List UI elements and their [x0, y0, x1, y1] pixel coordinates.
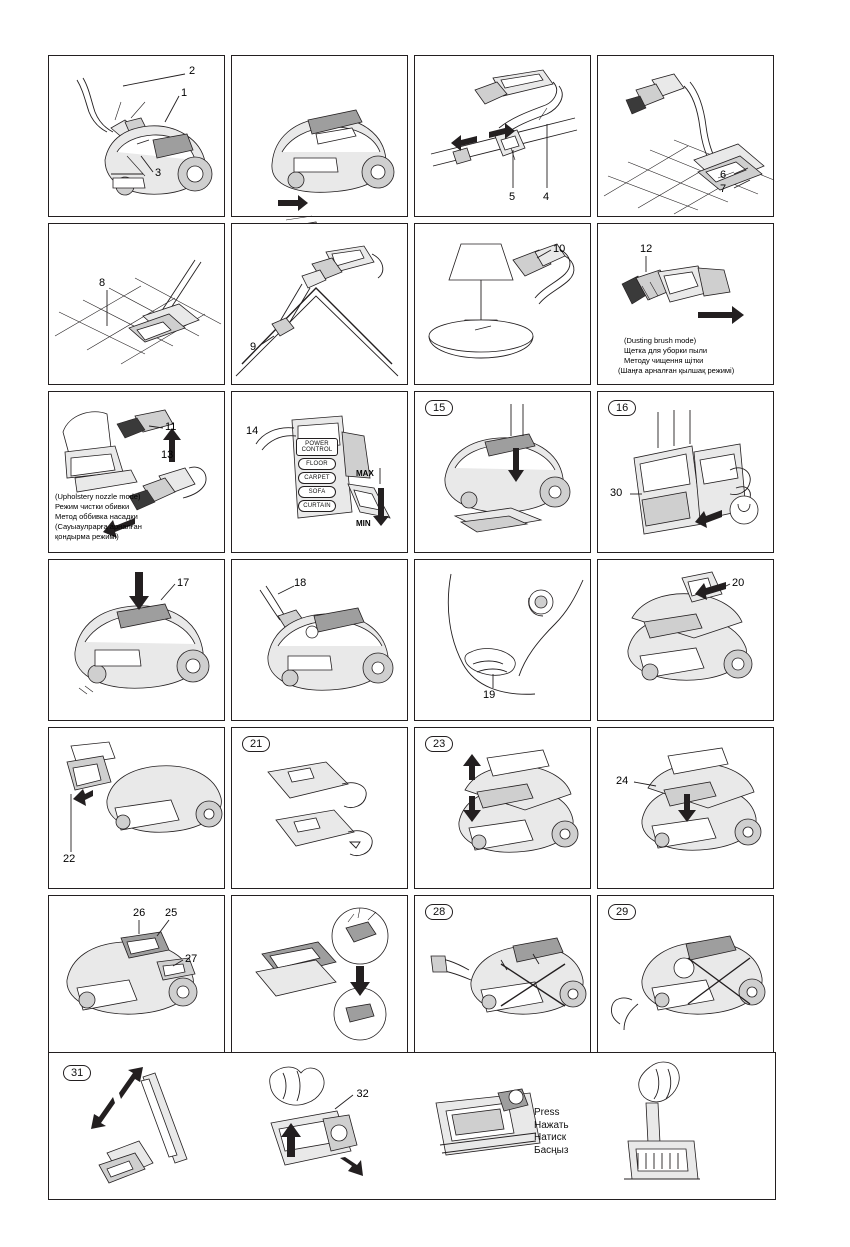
panel-20-callout-24: 24: [616, 775, 629, 787]
panel-1: [48, 55, 225, 217]
panel-1-callout-1: 1: [181, 87, 188, 99]
panel-3: [414, 55, 591, 217]
panel-4-callout-7: 7: [720, 183, 727, 195]
panel-18: [231, 727, 408, 889]
panel-12-step-badge: 16: [608, 400, 636, 416]
panel-17-leaders: [49, 728, 226, 888]
panel-8-callout-12: 12: [640, 243, 653, 255]
panel-9-caption-line-2: Режим чистки обивки: [55, 502, 130, 511]
panel-9-caption-line-1: (Upholstery nozzle mode): [55, 492, 141, 501]
panel-25-sub-2: [231, 1053, 413, 1199]
panel-25-sub-4: [594, 1053, 776, 1199]
panel-row-2: [48, 223, 774, 385]
panel-8-caption-line-3: Методу чищення щітки: [624, 356, 704, 365]
panel-18-step-badge: 21: [242, 736, 270, 752]
panel-17-callout-22: 22: [63, 853, 76, 865]
panel-23-step-badge: 28: [425, 904, 453, 920]
panel-13: [48, 559, 225, 721]
panel-9-caption-line-3: Метод оббивка насадки: [55, 512, 138, 521]
panel-8-caption-line-1: (Dusting brush mode): [624, 336, 697, 345]
panel-24-step-badge: 29: [608, 904, 636, 920]
panel-13-leaders: [49, 560, 226, 720]
panel-25: [48, 1052, 776, 1200]
panel-6: [231, 223, 408, 385]
panel-8-caption-line-4: (Шаңға арналған қылшақ режимі): [618, 366, 735, 375]
panel-16-callout-20: 20: [732, 577, 745, 589]
panel-5-leaders: [49, 224, 226, 384]
panel-4: [597, 55, 774, 217]
panel-10: [231, 391, 408, 553]
press-label-group: [534, 1107, 569, 1157]
panel-6-leaders: [232, 224, 409, 384]
panel-23-art: [415, 896, 592, 1056]
press-label-kk: Басңыз: [534, 1144, 569, 1156]
panel-6-callout-9: 9: [250, 341, 257, 353]
panel-row-4: [48, 559, 774, 721]
panel-11: [414, 391, 591, 553]
panel-12: [597, 391, 774, 553]
power-control-title: [296, 438, 338, 456]
power-control-title-line1: POWER: [305, 441, 329, 447]
panel-24: [597, 895, 774, 1057]
panel-1-callout-3: 3: [155, 167, 162, 179]
panel-20: [597, 727, 774, 889]
panel-1-callout-2: 2: [189, 65, 196, 77]
panel-15-callout-19: 19: [483, 689, 496, 701]
panel-11-art: [415, 392, 592, 552]
panel-grid: [48, 55, 774, 1045]
panel-3-leaders: [415, 56, 592, 216]
panel-9: [48, 391, 225, 553]
panel-25-sub4-art: [594, 1053, 776, 1199]
panel-25-step-badge: 31: [63, 1065, 91, 1081]
panel-25-sub-3: [412, 1053, 594, 1199]
panel-4-leaders: [598, 56, 775, 216]
panel-3-callout-5: 5: [509, 191, 516, 203]
panel-7-leaders: [415, 224, 592, 384]
panel-18-art: [232, 728, 409, 888]
panel-21-leaders: [49, 896, 226, 1056]
panel-3-callout-4: 4: [543, 191, 550, 203]
press-label-uk: Натиск: [534, 1132, 567, 1143]
panel-14-callout-18: 18: [294, 577, 307, 589]
panel-14: [231, 559, 408, 721]
panel-row-7: [48, 1052, 774, 1198]
scale-label-min: MIN: [356, 519, 371, 528]
panel-row-5: [48, 727, 774, 889]
panel-9-caption-line-5: қондырма режимі): [55, 532, 119, 541]
panel-21-callout-27: 27: [185, 953, 198, 965]
panel-row-3: [48, 391, 774, 553]
press-label-en: Press: [534, 1107, 560, 1118]
panel-12-leaders: [598, 392, 775, 552]
panel-19-step-badge: 23: [425, 736, 453, 752]
panel-16-leaders: [598, 560, 775, 720]
scale-label-max: MAX: [356, 469, 374, 478]
panel-15-leaders: [415, 560, 592, 720]
panel-4-callout-6: 6: [720, 169, 727, 181]
panel-21-callout-25: 25: [165, 907, 178, 919]
panel-16: [597, 559, 774, 721]
panel-23: [414, 895, 591, 1057]
panel-10-callout-14: 14: [246, 425, 259, 437]
panel-11-step-badge: 15: [425, 400, 453, 416]
panel-19: [414, 727, 591, 889]
panel-22-art: [232, 896, 409, 1056]
panel-7-callout-10: 10: [553, 243, 566, 255]
panel-5: [48, 223, 225, 385]
panel-25-sub-1: [49, 1053, 231, 1199]
panel-row-1: [48, 55, 774, 217]
panel-14-leaders: [232, 560, 409, 720]
panel-25-sub2-leaders: [231, 1053, 413, 1199]
mode-button-carpet[interactable]: CARPET: [298, 472, 336, 484]
panel-1-leaders: [49, 56, 226, 216]
mode-button-floor[interactable]: FLOOR: [298, 458, 336, 470]
mode-button-sofa[interactable]: SOFA: [298, 486, 336, 498]
panel-9-callout-11: 11: [165, 421, 177, 433]
panel-25-callout-32: 32: [356, 1088, 369, 1100]
panel-12-callout-30: 30: [610, 487, 623, 499]
panel-row-6: [48, 895, 774, 1057]
mode-button-curtain[interactable]: CURTAIN: [298, 500, 336, 512]
press-label-ru: Нажать: [534, 1119, 569, 1131]
panel-8: [597, 223, 774, 385]
panel-15: [414, 559, 591, 721]
panel-5-callout-8: 8: [99, 277, 106, 289]
panel-19-art: [415, 728, 592, 888]
panel-21-callout-26: 26: [133, 907, 146, 919]
panel-13-callout-17: 17: [177, 577, 190, 589]
panel-2-leaders: [232, 56, 409, 216]
panel-25-sub1-art: [49, 1053, 231, 1199]
panel-20-leaders: [598, 728, 775, 888]
panel-7: [414, 223, 591, 385]
panel-21: [48, 895, 225, 1057]
panel-17: [48, 727, 225, 889]
panel-22: [231, 895, 408, 1057]
panel-8-caption-line-2: Щетка для уборки пыли: [624, 346, 708, 355]
panel-9-caption-line-4: (Сауыаулрарға арналған: [55, 522, 142, 531]
panel-9-callout-13: 13: [161, 449, 174, 461]
panel-2: [231, 55, 408, 217]
panel-25-subpanels: [49, 1053, 775, 1199]
panel-24-art: [598, 896, 775, 1056]
power-control-title-line2: CONTROL: [301, 447, 333, 453]
